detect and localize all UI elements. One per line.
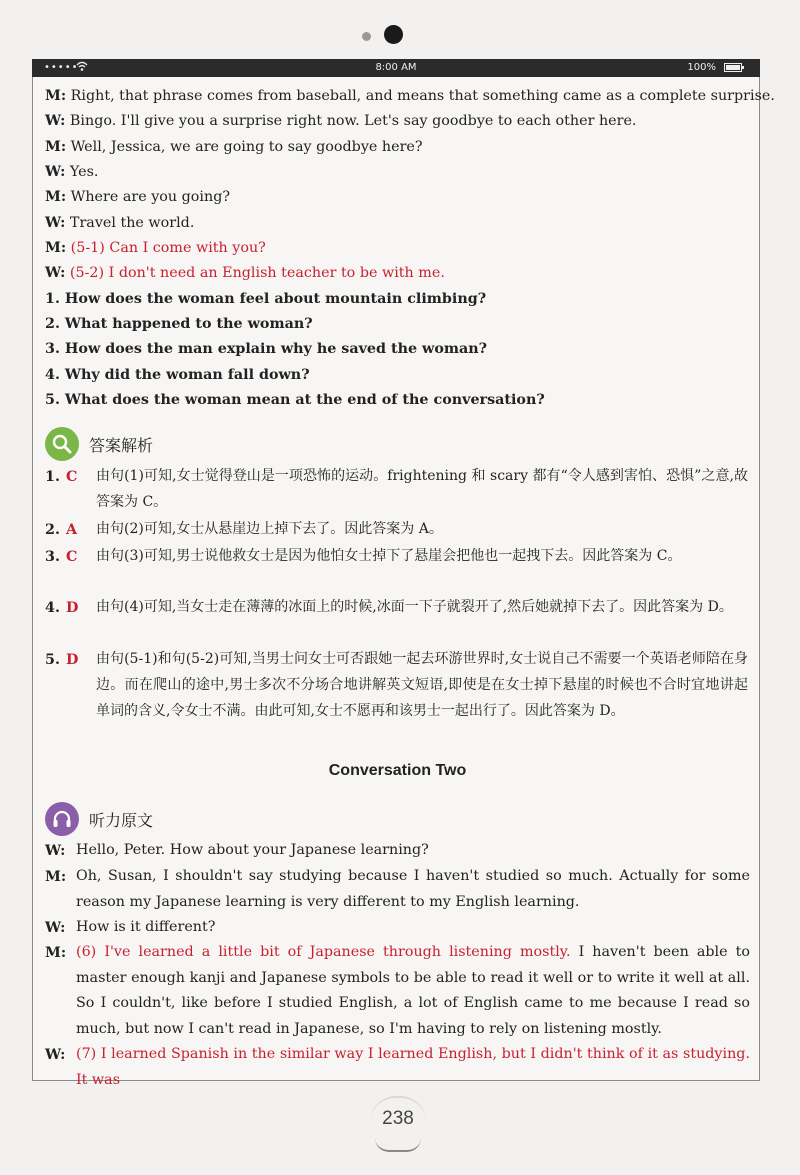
dialogue-line-highlight: M: (5-1) Can I come with you?	[45, 240, 266, 256]
question: 3. How does the man explain why he saved the woman?	[45, 341, 488, 357]
status-time: 8:00 AM	[375, 62, 417, 73]
analysis-header	[45, 427, 153, 461]
page-number-underline	[375, 1138, 421, 1152]
signal-icon: •••••	[44, 62, 79, 73]
dialogue-line: W: Travel the world.	[45, 215, 195, 231]
camera-sensor	[362, 32, 371, 41]
battery-percent: 100%	[687, 62, 716, 73]
status-bar	[32, 59, 760, 77]
dialogue-line: W: Yes.	[45, 164, 99, 180]
question: 1. How does the woman feel about mountain climbing?	[45, 291, 487, 307]
question: 4. Why did the woman fall down?	[45, 367, 310, 383]
magnifier-icon	[45, 427, 79, 461]
analysis-title: 答案解析	[89, 435, 154, 455]
page-number-badge	[370, 1096, 426, 1140]
transcript-title: 听力原文	[89, 810, 154, 830]
question: 5. What does the woman mean at the end of the conversation?	[45, 392, 545, 408]
transcript-header	[45, 802, 153, 836]
camera-lens	[384, 25, 403, 44]
dialogue-line: M: Right, that phrase comes from baseball, and means that something came as a complete surprise.	[45, 88, 775, 104]
dialogue-line-highlight: W: (5-2) I don't need an English teacher to be with me.	[45, 265, 445, 281]
dialogue-line: W: Bingo. I'll give you a surprise right now. Let's say goodbye to each other here.	[45, 113, 637, 129]
conversation-title: Conversation Two	[328, 762, 467, 779]
question: 2. What happened to the woman?	[45, 316, 313, 332]
dialogue-line: M: Well, Jessica, we are going to say goodbye here?	[45, 139, 423, 155]
page-number: 238	[382, 1108, 414, 1129]
dialogue-line: M: Where are you going?	[45, 189, 231, 205]
headphones-icon	[45, 802, 79, 836]
battery-icon	[724, 63, 742, 72]
